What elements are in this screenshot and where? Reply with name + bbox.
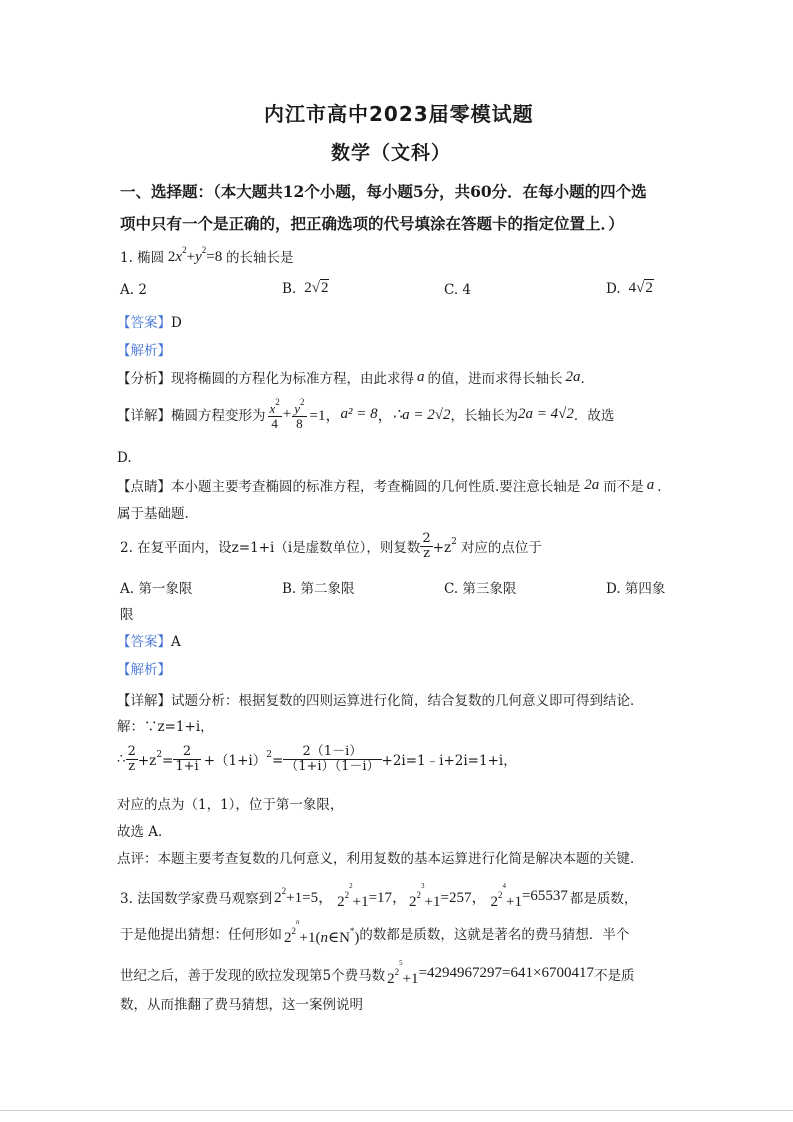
q2-fraction-2-over-z: $\frac{2}{z}$ <box>422 531 431 561</box>
q3-line2: 于是他提出猜想：任何形如 $2^{2^n}+1(n\in N^*)$ 的数都是质数，这就是著名的费马猜想．半个 <box>120 918 630 946</box>
q3-line3: 世纪之后，善于发现的欧拉发现第5个费马数 $2^{2^5}+1$ =4294967297=641×6700417 不是质 <box>120 959 635 987</box>
q2-answer: 【答案】A <box>117 634 181 650</box>
section-heading-line1: 一、选择题：（本大题共12个小题，每小题5分，共60分．在每小题的四个选 <box>120 182 647 201</box>
q2-comment: 点评：本题主要考查复数的几何意义，利用复数的基本运算进行化简是解决本题的关键． <box>117 851 644 867</box>
q1-point-wrap: 属于基础题. <box>117 506 189 522</box>
q1-detail-eq-a: a² = 8 <box>340 405 378 422</box>
q1-point: 【点睛】 本小题主要考查椭圆的标准方程，考查椭圆的几何性质.要注意长轴是 2a 而不是 a ． <box>117 476 671 495</box>
fraction-y2-over-8: $\frac{y^2}{8}$ <box>294 397 305 431</box>
q1-option-b: B. 2√2 <box>282 280 329 297</box>
q3-line4: 数，从而推翻了费马猜想，这一案例说明 <box>120 997 363 1013</box>
question-1 <box>120 245 293 266</box>
q1-option-d-value: 4√2 <box>628 280 653 296</box>
q2-option-a: A. 第一象限 <box>120 581 193 597</box>
q1-analysis-label: 【解析】 <box>117 343 171 359</box>
section-heading-line2: 项中只有一个是正确的，把正确选项的代号填涂在答题卡的指定位置上．） <box>120 214 624 233</box>
q1-option-c: C. 4 <box>444 282 472 298</box>
q1-option-b-value: 2√2 <box>304 280 329 296</box>
q2-option-d: D. 第四象 <box>606 581 666 597</box>
q2-calculation: ∴ $\frac{2}{z}$ $+z^2=$ $\frac{2}{1+i}$ $+(1+i)^2=$ $\frac{2(1-i)}{(1+i)(1-i)}$ +2i=1﹣i+2i=1+i， <box>117 744 517 774</box>
q1-prefix: 1. 椭圆 <box>120 249 165 266</box>
answer-value: D <box>171 315 182 331</box>
question-2: 2. 在复平面内，设z=1+i（i是虚数单位），则复数 $\frac{2}{z}$ $+z^2$ 对应的点位于 <box>120 531 542 561</box>
q2-option-d-wrap: 限 <box>120 607 134 623</box>
q1-suffix: 的长轴长是 <box>225 249 294 266</box>
answer-label: 【答案】 <box>117 315 171 331</box>
q2-option-c: C. 第三象限 <box>444 581 517 597</box>
q1-detail: 【详解】 椭圆方程变形为 $\frac{x^2}{4}$ + $\frac{y^2}{8}$ =1， a² = 8 ， ∴a = 2√2 ，长轴长为 2a = 4√2 ．故选 <box>117 397 615 431</box>
fraction-x2-over-4: $\frac{x^2}{4}$ <box>269 397 280 431</box>
q1-detail-eq-b: ∴a = 2√2 <box>392 406 451 423</box>
q1-detail-wrap: D. <box>117 450 132 466</box>
q2-analysis-label: 【解析】 <box>117 662 171 678</box>
q2-solve: 解：∵z=1+i， <box>117 719 214 735</box>
page-subtitle: 数学（文科） <box>331 142 452 164</box>
q2-point-text: 对应的点为（1，1），位于第一象限， <box>117 797 344 813</box>
q2-choose: 故选 A． <box>117 824 172 840</box>
question-3: 3. 法国数学家费马观察到 $2^2+1$ =5， $2^{2^2}+1$ =17， $2^{2^3}+1$ =257， $2^{2^4}+1$ =65537 都是质数， <box>120 882 638 910</box>
q2-option-b: B. 第二象限 <box>282 581 355 597</box>
q2-detail: 【详解】试题分析：根据复数的四则运算进行化简，结合复数的几何意义即可得到结论． <box>117 693 644 709</box>
q2-big-fraction: $\frac{2(1-i)}{(1+i)(1-i)}$ <box>285 744 380 774</box>
q1-option-a: A. 2 <box>120 282 147 298</box>
q1-answer <box>117 311 182 331</box>
q1-option-d: D. 4√2 <box>606 280 653 297</box>
q1-equation: $2x^2+y^2=8$ <box>164 245 226 265</box>
page-title: 内江市高中2023届零模试题 <box>264 102 534 126</box>
q1-detail-eq-c: 2a = 4√2 <box>518 405 574 422</box>
q1-fenxi: 【分析】 现将椭圆的方程化为标准方程，由此求得 a 的值，进而求得长轴长 2a ． <box>117 368 594 387</box>
footer-rule <box>0 1110 793 1111</box>
